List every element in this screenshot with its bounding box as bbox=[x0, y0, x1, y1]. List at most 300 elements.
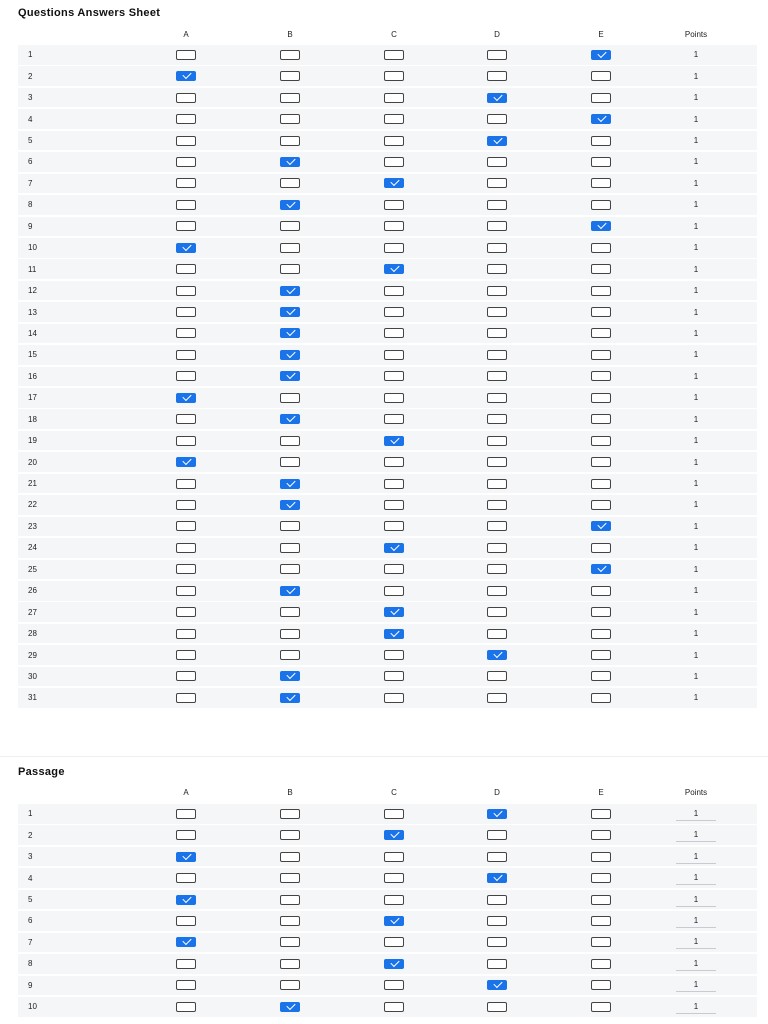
option-checkbox-a[interactable] bbox=[176, 629, 196, 639]
question-number: 10 bbox=[28, 243, 37, 253]
option-checkbox-e[interactable] bbox=[591, 852, 611, 862]
option-checkbox-a[interactable] bbox=[176, 980, 196, 990]
points-cell bbox=[676, 645, 716, 665]
option-cell-b bbox=[270, 602, 310, 622]
option-checkbox-d[interactable] bbox=[487, 457, 507, 467]
option-cell-e bbox=[581, 825, 621, 845]
option-checkbox-e[interactable] bbox=[591, 200, 611, 210]
option-checkbox-c[interactable] bbox=[384, 671, 404, 681]
option-checkbox-e[interactable] bbox=[591, 564, 611, 574]
points-input[interactable]: 1 bbox=[676, 893, 716, 907]
option-checkbox-c[interactable] bbox=[384, 564, 404, 574]
points-input[interactable]: 1 bbox=[676, 1000, 716, 1014]
option-checkbox-a[interactable] bbox=[176, 937, 196, 947]
points-value: 1 bbox=[693, 457, 699, 467]
option-cell-a bbox=[166, 131, 206, 151]
option-checkbox-e[interactable] bbox=[591, 307, 611, 317]
option-checkbox-a[interactable] bbox=[176, 243, 196, 253]
option-checkbox-e[interactable] bbox=[591, 671, 611, 681]
option-checkbox-c[interactable] bbox=[384, 607, 404, 617]
option-checkbox-c[interactable] bbox=[384, 243, 404, 253]
answer-sheet-table bbox=[18, 45, 757, 710]
option-checkbox-a[interactable] bbox=[176, 136, 196, 146]
option-checkbox-d[interactable] bbox=[487, 852, 507, 862]
option-checkbox-d[interactable] bbox=[487, 221, 507, 231]
option-checkbox-a[interactable] bbox=[176, 200, 196, 210]
option-checkbox-a[interactable] bbox=[176, 457, 196, 467]
option-checkbox-b[interactable] bbox=[280, 286, 300, 296]
option-checkbox-d[interactable] bbox=[487, 414, 507, 424]
answer-sheet-title: Questions Answers Sheet bbox=[18, 7, 161, 19]
option-checkbox-e[interactable] bbox=[591, 1002, 611, 1012]
option-checkbox-e[interactable] bbox=[591, 521, 611, 531]
option-cell-a bbox=[166, 452, 206, 472]
option-checkbox-b[interactable] bbox=[280, 873, 300, 883]
points-cell bbox=[676, 431, 716, 451]
table-row bbox=[18, 217, 757, 237]
option-cell-c bbox=[374, 324, 414, 344]
table-row bbox=[18, 324, 757, 344]
table-row bbox=[18, 688, 757, 708]
option-checkbox-c[interactable] bbox=[384, 693, 404, 703]
question-number: 23 bbox=[28, 521, 37, 531]
option-checkbox-a[interactable] bbox=[176, 157, 196, 167]
points-cell bbox=[676, 281, 716, 301]
option-checkbox-d[interactable] bbox=[487, 307, 507, 317]
option-checkbox-b[interactable] bbox=[280, 393, 300, 403]
option-checkbox-a[interactable] bbox=[176, 693, 196, 703]
option-checkbox-a[interactable] bbox=[176, 543, 196, 553]
table-row bbox=[18, 474, 757, 494]
option-checkbox-b[interactable] bbox=[280, 371, 300, 381]
option-checkbox-e[interactable] bbox=[591, 500, 611, 510]
option-checkbox-b[interactable] bbox=[280, 980, 300, 990]
option-checkbox-d[interactable] bbox=[487, 521, 507, 531]
option-checkbox-a[interactable] bbox=[176, 114, 196, 124]
option-checkbox-d[interactable] bbox=[487, 916, 507, 926]
option-checkbox-d[interactable] bbox=[487, 1002, 507, 1012]
option-checkbox-a[interactable] bbox=[176, 286, 196, 296]
option-cell-b bbox=[270, 997, 310, 1017]
option-checkbox-d[interactable] bbox=[487, 264, 507, 274]
option-checkbox-e[interactable] bbox=[591, 328, 611, 338]
points-value: 1 bbox=[693, 50, 699, 60]
option-checkbox-d[interactable] bbox=[487, 693, 507, 703]
option-checkbox-a[interactable] bbox=[176, 916, 196, 926]
option-checkbox-c[interactable] bbox=[384, 916, 404, 926]
option-checkbox-c[interactable] bbox=[384, 178, 404, 188]
option-checkbox-c[interactable] bbox=[384, 136, 404, 146]
option-checkbox-a[interactable] bbox=[176, 371, 196, 381]
option-checkbox-b[interactable] bbox=[280, 916, 300, 926]
option-checkbox-c[interactable] bbox=[384, 200, 404, 210]
question-number: 7 bbox=[28, 178, 33, 188]
option-checkbox-b[interactable] bbox=[280, 200, 300, 210]
option-checkbox-c[interactable] bbox=[384, 157, 404, 167]
points-input[interactable]: 1 bbox=[676, 978, 716, 992]
option-cell-d bbox=[477, 238, 517, 258]
option-cell-d bbox=[477, 560, 517, 580]
option-checkbox-a[interactable] bbox=[176, 350, 196, 360]
option-checkbox-b[interactable] bbox=[280, 243, 300, 253]
table-row bbox=[18, 667, 757, 687]
option-checkbox-b[interactable] bbox=[280, 895, 300, 905]
option-checkbox-c[interactable] bbox=[384, 93, 404, 103]
option-checkbox-b[interactable] bbox=[280, 1002, 300, 1012]
option-cell-e bbox=[581, 890, 621, 910]
option-checkbox-a[interactable] bbox=[176, 436, 196, 446]
option-checkbox-d[interactable] bbox=[487, 479, 507, 489]
option-checkbox-a[interactable] bbox=[176, 500, 196, 510]
option-checkbox-c[interactable] bbox=[384, 328, 404, 338]
option-checkbox-d[interactable] bbox=[487, 93, 507, 103]
option-checkbox-c[interactable] bbox=[384, 414, 404, 424]
option-checkbox-e[interactable] bbox=[591, 479, 611, 489]
option-checkbox-e[interactable] bbox=[591, 371, 611, 381]
option-checkbox-b[interactable] bbox=[280, 543, 300, 553]
option-checkbox-d[interactable] bbox=[487, 895, 507, 905]
points-cell bbox=[676, 324, 716, 344]
option-checkbox-c[interactable] bbox=[384, 50, 404, 60]
option-checkbox-b[interactable] bbox=[280, 809, 300, 819]
points-cell bbox=[676, 452, 716, 472]
option-checkbox-b[interactable] bbox=[280, 959, 300, 969]
option-checkbox-d[interactable] bbox=[487, 873, 507, 883]
option-checkbox-b[interactable] bbox=[280, 264, 300, 274]
option-cell-b bbox=[270, 645, 310, 665]
option-checkbox-d[interactable] bbox=[487, 671, 507, 681]
option-checkbox-e[interactable] bbox=[591, 809, 611, 819]
option-cell-b bbox=[270, 825, 310, 845]
option-checkbox-a[interactable] bbox=[176, 50, 196, 60]
option-checkbox-d[interactable] bbox=[487, 809, 507, 819]
option-checkbox-d[interactable] bbox=[487, 243, 507, 253]
option-checkbox-a[interactable] bbox=[176, 671, 196, 681]
option-cell-a bbox=[166, 109, 206, 129]
option-cell-c bbox=[374, 667, 414, 687]
option-checkbox-d[interactable] bbox=[487, 543, 507, 553]
option-checkbox-d[interactable] bbox=[487, 50, 507, 60]
option-checkbox-c[interactable] bbox=[384, 873, 404, 883]
points-value: 1 bbox=[693, 350, 699, 360]
points-input[interactable]: 1 bbox=[676, 828, 716, 842]
option-checkbox-d[interactable] bbox=[487, 629, 507, 639]
option-checkbox-e[interactable] bbox=[591, 457, 611, 467]
option-checkbox-a[interactable] bbox=[176, 328, 196, 338]
option-cell-d bbox=[477, 431, 517, 451]
option-checkbox-e[interactable] bbox=[591, 136, 611, 146]
option-checkbox-c[interactable] bbox=[384, 937, 404, 947]
option-checkbox-b[interactable] bbox=[280, 650, 300, 660]
points-input[interactable]: 1 bbox=[676, 807, 716, 821]
option-checkbox-b[interactable] bbox=[280, 136, 300, 146]
points-cell bbox=[676, 911, 716, 931]
option-checkbox-c[interactable] bbox=[384, 959, 404, 969]
option-checkbox-d[interactable] bbox=[487, 200, 507, 210]
points-value: 1 bbox=[693, 264, 699, 274]
option-checkbox-c[interactable] bbox=[384, 1002, 404, 1012]
option-checkbox-c[interactable] bbox=[384, 895, 404, 905]
option-checkbox-d[interactable] bbox=[487, 830, 507, 840]
passage-header bbox=[18, 784, 757, 800]
option-cell-e bbox=[581, 45, 621, 65]
option-cell-e bbox=[581, 302, 621, 322]
option-cell-c bbox=[374, 624, 414, 644]
option-checkbox-d[interactable] bbox=[487, 959, 507, 969]
option-cell-c bbox=[374, 890, 414, 910]
option-checkbox-c[interactable] bbox=[384, 286, 404, 296]
option-checkbox-d[interactable] bbox=[487, 500, 507, 510]
option-checkbox-a[interactable] bbox=[176, 1002, 196, 1012]
points-input[interactable]: 1 bbox=[676, 935, 716, 949]
option-checkbox-a[interactable] bbox=[176, 71, 196, 81]
option-checkbox-e[interactable] bbox=[591, 264, 611, 274]
points-cell bbox=[676, 388, 716, 408]
option-checkbox-c[interactable] bbox=[384, 809, 404, 819]
option-checkbox-c[interactable] bbox=[384, 350, 404, 360]
option-checkbox-a[interactable] bbox=[176, 959, 196, 969]
points-cell bbox=[676, 804, 716, 824]
option-checkbox-b[interactable] bbox=[280, 414, 300, 424]
question-number: 16 bbox=[28, 371, 37, 381]
option-checkbox-e[interactable] bbox=[591, 650, 611, 660]
option-checkbox-b[interactable] bbox=[280, 671, 300, 681]
option-checkbox-e[interactable] bbox=[591, 586, 611, 596]
option-checkbox-e[interactable] bbox=[591, 895, 611, 905]
option-checkbox-a[interactable] bbox=[176, 607, 196, 617]
option-checkbox-c[interactable] bbox=[384, 830, 404, 840]
points-value: 1 bbox=[693, 136, 699, 146]
table-row bbox=[18, 259, 757, 279]
option-checkbox-e[interactable] bbox=[591, 157, 611, 167]
option-cell-e bbox=[581, 624, 621, 644]
option-cell-c bbox=[374, 259, 414, 279]
option-checkbox-e[interactable] bbox=[591, 436, 611, 446]
option-cell-c bbox=[374, 66, 414, 86]
option-checkbox-b[interactable] bbox=[280, 586, 300, 596]
option-checkbox-c[interactable] bbox=[384, 521, 404, 531]
option-cell-c bbox=[374, 431, 414, 451]
option-checkbox-c[interactable] bbox=[384, 221, 404, 231]
question-number: 28 bbox=[28, 629, 37, 639]
option-cell-b bbox=[270, 302, 310, 322]
option-checkbox-a[interactable] bbox=[176, 809, 196, 819]
option-checkbox-d[interactable] bbox=[487, 650, 507, 660]
option-checkbox-b[interactable] bbox=[280, 178, 300, 188]
option-checkbox-b[interactable] bbox=[280, 693, 300, 703]
option-checkbox-c[interactable] bbox=[384, 71, 404, 81]
option-checkbox-b[interactable] bbox=[280, 521, 300, 531]
option-checkbox-a[interactable] bbox=[176, 393, 196, 403]
points-cell bbox=[676, 109, 716, 129]
option-checkbox-c[interactable] bbox=[384, 543, 404, 553]
option-checkbox-d[interactable] bbox=[487, 393, 507, 403]
option-cell-e bbox=[581, 495, 621, 515]
points-input[interactable]: 1 bbox=[676, 871, 716, 885]
option-checkbox-e[interactable] bbox=[591, 178, 611, 188]
option-cell-e bbox=[581, 345, 621, 365]
option-checkbox-c[interactable] bbox=[384, 479, 404, 489]
option-cell-d bbox=[477, 804, 517, 824]
option-checkbox-e[interactable] bbox=[591, 607, 611, 617]
option-checkbox-a[interactable] bbox=[176, 852, 196, 862]
option-checkbox-e[interactable] bbox=[591, 93, 611, 103]
option-checkbox-a[interactable] bbox=[176, 650, 196, 660]
table-row bbox=[18, 45, 757, 65]
table-row bbox=[18, 624, 757, 644]
option-checkbox-e[interactable] bbox=[591, 873, 611, 883]
option-checkbox-c[interactable] bbox=[384, 371, 404, 381]
option-cell-d bbox=[477, 388, 517, 408]
table-row bbox=[18, 109, 757, 129]
question-number: 19 bbox=[28, 436, 37, 446]
table-row bbox=[18, 388, 757, 408]
option-checkbox-d[interactable] bbox=[487, 71, 507, 81]
option-cell-d bbox=[477, 688, 517, 708]
option-checkbox-b[interactable] bbox=[280, 564, 300, 574]
option-checkbox-e[interactable] bbox=[591, 50, 611, 60]
option-checkbox-b[interactable] bbox=[280, 852, 300, 862]
option-checkbox-d[interactable] bbox=[487, 937, 507, 947]
table-row bbox=[18, 367, 757, 387]
option-checkbox-b[interactable] bbox=[280, 629, 300, 639]
option-checkbox-e[interactable] bbox=[591, 350, 611, 360]
option-cell-d bbox=[477, 624, 517, 644]
option-checkbox-a[interactable] bbox=[176, 830, 196, 840]
points-input[interactable]: 1 bbox=[676, 957, 716, 971]
option-checkbox-c[interactable] bbox=[384, 264, 404, 274]
option-cell-b bbox=[270, 345, 310, 365]
option-checkbox-a[interactable] bbox=[176, 586, 196, 596]
option-checkbox-b[interactable] bbox=[280, 830, 300, 840]
option-cell-b bbox=[270, 560, 310, 580]
option-checkbox-e[interactable] bbox=[591, 830, 611, 840]
option-checkbox-a[interactable] bbox=[176, 521, 196, 531]
option-cell-a bbox=[166, 409, 206, 429]
option-checkbox-e[interactable] bbox=[591, 959, 611, 969]
option-checkbox-c[interactable] bbox=[384, 980, 404, 990]
option-cell-c bbox=[374, 804, 414, 824]
option-checkbox-e[interactable] bbox=[591, 629, 611, 639]
option-checkbox-e[interactable] bbox=[591, 916, 611, 926]
option-checkbox-b[interactable] bbox=[280, 71, 300, 81]
option-checkbox-c[interactable] bbox=[384, 500, 404, 510]
option-checkbox-d[interactable] bbox=[487, 436, 507, 446]
option-checkbox-a[interactable] bbox=[176, 895, 196, 905]
option-checkbox-c[interactable] bbox=[384, 307, 404, 317]
column-header-e: E bbox=[598, 787, 604, 797]
option-checkbox-b[interactable] bbox=[280, 607, 300, 617]
option-checkbox-e[interactable] bbox=[591, 543, 611, 553]
option-checkbox-a[interactable] bbox=[176, 479, 196, 489]
option-cell-c bbox=[374, 560, 414, 580]
points-input[interactable]: 1 bbox=[676, 914, 716, 928]
option-checkbox-b[interactable] bbox=[280, 93, 300, 103]
option-checkbox-a[interactable] bbox=[176, 873, 196, 883]
points-cell bbox=[676, 825, 716, 845]
option-checkbox-b[interactable] bbox=[280, 937, 300, 947]
option-checkbox-e[interactable] bbox=[591, 980, 611, 990]
option-cell-d bbox=[477, 345, 517, 365]
option-cell-b bbox=[270, 933, 310, 953]
question-number: 26 bbox=[28, 586, 37, 596]
option-checkbox-b[interactable] bbox=[280, 479, 300, 489]
option-checkbox-d[interactable] bbox=[487, 607, 507, 617]
option-checkbox-e[interactable] bbox=[591, 393, 611, 403]
option-checkbox-a[interactable] bbox=[176, 307, 196, 317]
option-checkbox-d[interactable] bbox=[487, 178, 507, 188]
points-cell bbox=[676, 560, 716, 580]
option-checkbox-d[interactable] bbox=[487, 157, 507, 167]
column-header-points: Points bbox=[684, 787, 708, 797]
option-checkbox-a[interactable] bbox=[176, 178, 196, 188]
option-checkbox-d[interactable] bbox=[487, 586, 507, 596]
points-value: 1 bbox=[693, 479, 699, 489]
option-checkbox-e[interactable] bbox=[591, 114, 611, 124]
option-checkbox-b[interactable] bbox=[280, 114, 300, 124]
option-checkbox-e[interactable] bbox=[591, 414, 611, 424]
option-checkbox-a[interactable] bbox=[176, 564, 196, 574]
option-checkbox-d[interactable] bbox=[487, 371, 507, 381]
option-checkbox-b[interactable] bbox=[280, 221, 300, 231]
option-checkbox-a[interactable] bbox=[176, 264, 196, 274]
option-checkbox-b[interactable] bbox=[280, 50, 300, 60]
option-checkbox-b[interactable] bbox=[280, 307, 300, 317]
option-checkbox-d[interactable] bbox=[487, 980, 507, 990]
table-row bbox=[18, 452, 757, 472]
option-checkbox-c[interactable] bbox=[384, 650, 404, 660]
option-checkbox-a[interactable] bbox=[176, 93, 196, 103]
option-checkbox-d[interactable] bbox=[487, 564, 507, 574]
points-cell bbox=[676, 474, 716, 494]
column-header-a: A bbox=[183, 787, 189, 797]
option-checkbox-d[interactable] bbox=[487, 350, 507, 360]
option-cell-b bbox=[270, 624, 310, 644]
option-checkbox-b[interactable] bbox=[280, 328, 300, 338]
option-checkbox-e[interactable] bbox=[591, 243, 611, 253]
option-checkbox-b[interactable] bbox=[280, 500, 300, 510]
option-checkbox-e[interactable] bbox=[591, 221, 611, 231]
option-checkbox-c[interactable] bbox=[384, 436, 404, 446]
option-checkbox-d[interactable] bbox=[487, 136, 507, 146]
option-checkbox-c[interactable] bbox=[384, 114, 404, 124]
option-checkbox-e[interactable] bbox=[591, 937, 611, 947]
option-checkbox-d[interactable] bbox=[487, 286, 507, 296]
option-cell-a bbox=[166, 324, 206, 344]
option-checkbox-b[interactable] bbox=[280, 457, 300, 467]
option-checkbox-a[interactable] bbox=[176, 414, 196, 424]
option-checkbox-c[interactable] bbox=[384, 586, 404, 596]
option-cell-c bbox=[374, 195, 414, 215]
option-checkbox-b[interactable] bbox=[280, 157, 300, 167]
option-checkbox-a[interactable] bbox=[176, 221, 196, 231]
option-checkbox-d[interactable] bbox=[487, 328, 507, 338]
option-checkbox-c[interactable] bbox=[384, 852, 404, 862]
option-checkbox-e[interactable] bbox=[591, 71, 611, 81]
option-checkbox-e[interactable] bbox=[591, 693, 611, 703]
option-checkbox-d[interactable] bbox=[487, 114, 507, 124]
option-checkbox-c[interactable] bbox=[384, 393, 404, 403]
option-checkbox-e[interactable] bbox=[591, 286, 611, 296]
option-cell-e bbox=[581, 933, 621, 953]
option-checkbox-b[interactable] bbox=[280, 436, 300, 446]
points-input[interactable]: 1 bbox=[676, 850, 716, 864]
option-checkbox-c[interactable] bbox=[384, 629, 404, 639]
option-checkbox-b[interactable] bbox=[280, 350, 300, 360]
points-cell bbox=[676, 517, 716, 537]
question-number: 12 bbox=[28, 286, 37, 296]
option-checkbox-c[interactable] bbox=[384, 457, 404, 467]
